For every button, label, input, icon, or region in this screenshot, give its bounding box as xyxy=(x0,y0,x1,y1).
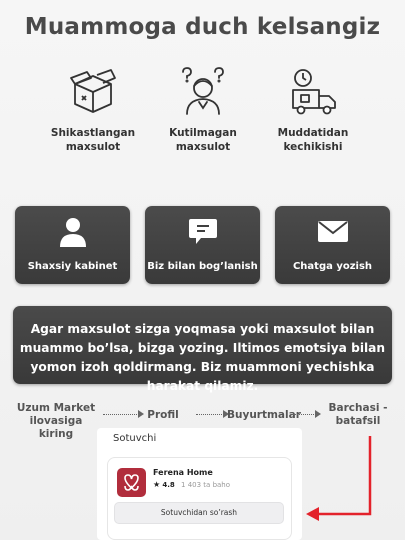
card-write-chat[interactable] xyxy=(275,206,390,284)
seller-card[interactable] xyxy=(107,457,292,540)
issue-unexpected xyxy=(143,66,263,154)
issue-types xyxy=(0,66,405,162)
card-personal-account[interactable] xyxy=(15,206,130,284)
issue-label: Kutilmagan maxsulot xyxy=(169,127,237,153)
envelope-icon xyxy=(317,216,349,246)
seller-screenshot xyxy=(97,428,302,540)
card-label: Biz bilan bog’lanish xyxy=(147,261,258,272)
arrow-icon xyxy=(196,414,226,422)
chat-bubble-icon xyxy=(188,216,218,248)
shop-rating: ★ 4.8 1 403 ta baho xyxy=(153,480,231,489)
issue-damaged xyxy=(33,66,153,154)
info-banner: Agar maxsulot sizga yoqmasa yoki maxsulot bilan muammo bo’lsa, bizga yozing. Iltimos emotsiya bilan yomon izoh qoldirmang. Biz muammoni yechishka harakat qilamiz. xyxy=(13,306,392,384)
delivery-truck-clock-icon xyxy=(287,66,339,118)
step-open-app: Uzum Market ilovasiga kiring xyxy=(16,402,96,440)
seller-header: Sotuvchi xyxy=(113,433,157,444)
star-icon: ★ xyxy=(153,480,161,489)
issue-late xyxy=(253,66,373,154)
confused-person-icon xyxy=(177,66,229,118)
shop-logo xyxy=(117,468,146,497)
shop-logo-icon xyxy=(117,468,146,497)
arrow-icon xyxy=(103,414,141,422)
card-label: Chatga yozish xyxy=(292,261,373,272)
step-profile: Profil xyxy=(147,409,179,421)
issue-label: Shikastlangan maxsulot xyxy=(50,127,136,153)
card-contact-us[interactable] xyxy=(145,206,260,284)
page-title: Muammoga duch kelsangiz xyxy=(24,14,381,40)
arrow-icon xyxy=(292,414,318,422)
contact-options xyxy=(0,206,405,284)
user-icon xyxy=(58,216,88,248)
card-label: Shaxsiy kabinet xyxy=(27,261,118,272)
damaged-box-icon xyxy=(67,66,119,118)
issue-label: Muddatidan kechikishi xyxy=(277,127,349,153)
ask-seller-button[interactable]: Sotuvchidan so’rash xyxy=(114,502,284,524)
step-orders: Buyurtmalar xyxy=(227,409,301,421)
step-all-details: Barchasi - batafsil xyxy=(328,402,388,427)
shop-name: Ferena Home xyxy=(153,468,213,477)
